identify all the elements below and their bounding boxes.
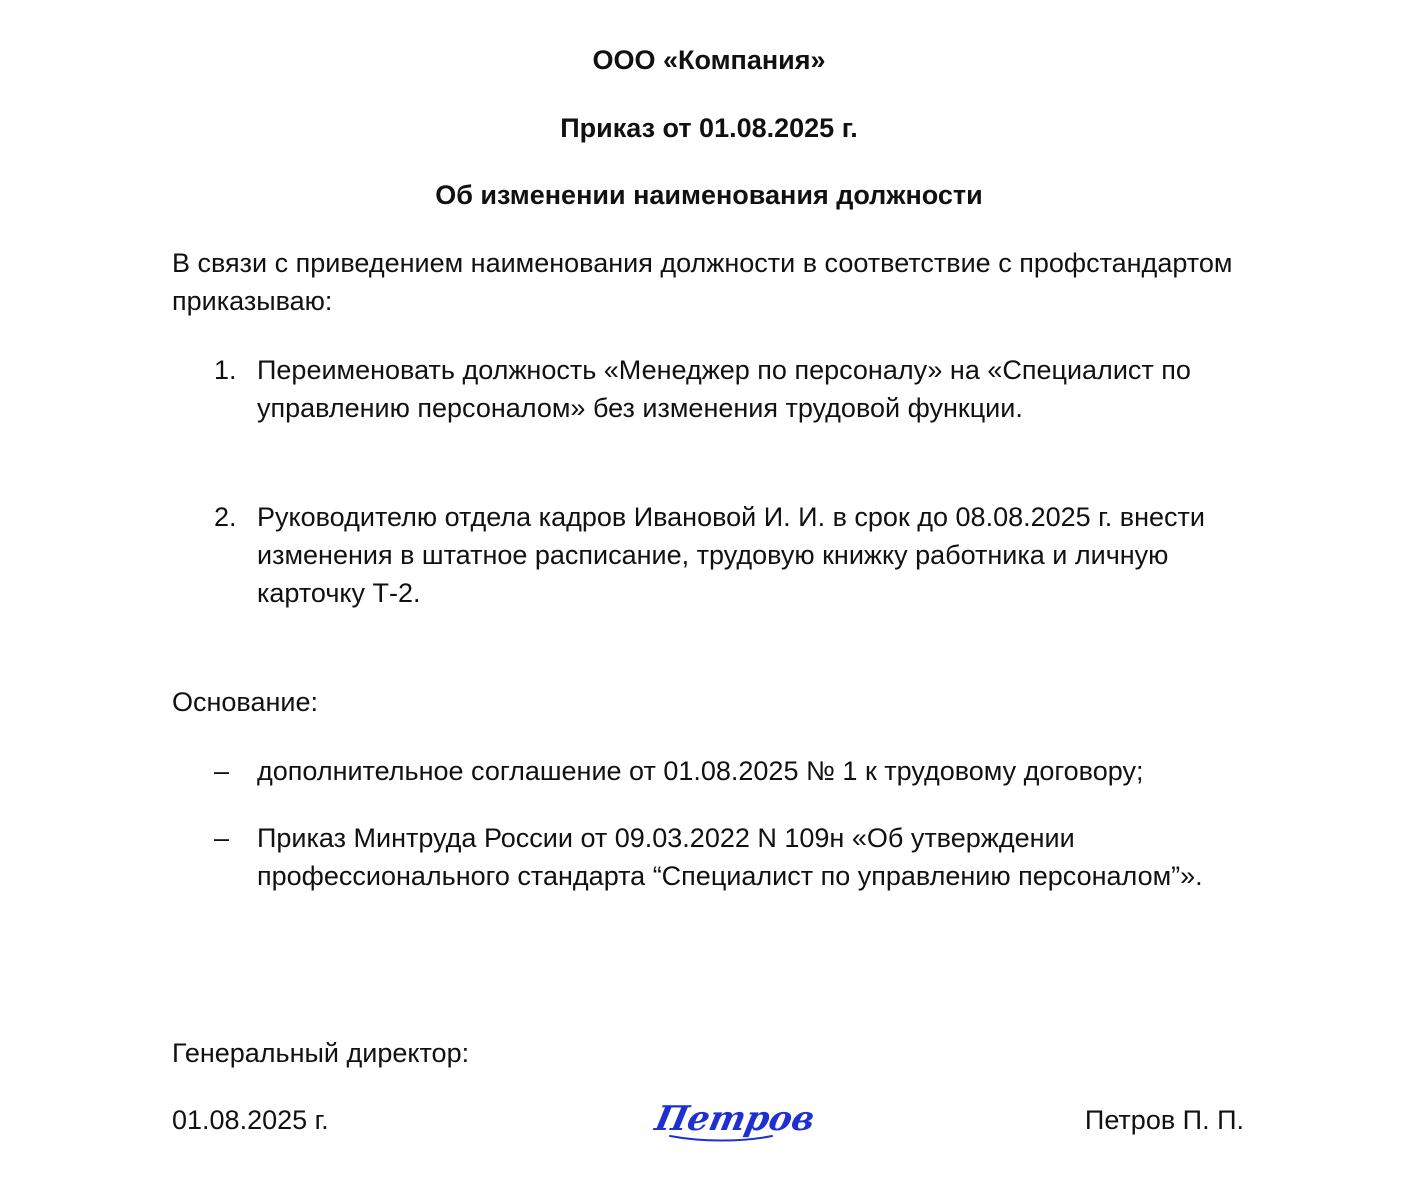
intro-paragraph: В связи с приведением наименования должности в соответствие с профстандартом приказываю: <box>172 248 1233 316</box>
handwritten-signature <box>612 1090 822 1152</box>
basis-label: Основание: <box>172 687 318 717</box>
company-name: ООО «Компания» <box>592 45 826 75</box>
order-item-text: Руководителю отдела кадров Ивановой И. И. в срок до 08.08.2025 г. внести изменения в штатное расписание, трудовую книжку работника и личную карточку Т-2. <box>257 502 1205 608</box>
basis-item-text: дополнительное соглашение от 01.08.2025 № 1 к трудовому договору; <box>257 756 1144 786</box>
director-name: Петров П. П. <box>1084 1105 1244 1135</box>
order-item-number: 1. <box>214 355 237 385</box>
director-position: Генеральный директор: <box>172 1038 470 1068</box>
order-title: Приказ от 01.08.2025 г. <box>560 113 858 143</box>
order-item-text: Переименовать должность «Менеджер по персоналу» на «Специалист по управлению персоналом» без изменения трудовой функции. <box>257 355 1191 423</box>
order-subject: Об изменении наименования должности <box>435 180 983 210</box>
order-item-number: 2. <box>214 502 237 532</box>
signature-date: 01.08.2025 г. <box>172 1105 329 1135</box>
basis-item-dash: – <box>214 823 230 853</box>
signature-graphic <box>612 1090 822 1152</box>
basis-item-text: Приказ Минтруда России от 09.03.2022 N 109н «Об утверждении профессионального стандарта “Специалист по управлению персоналом”». <box>257 823 1203 891</box>
signature-stroke: Петров <box>651 1099 819 1139</box>
basis-item-dash: – <box>214 756 230 786</box>
